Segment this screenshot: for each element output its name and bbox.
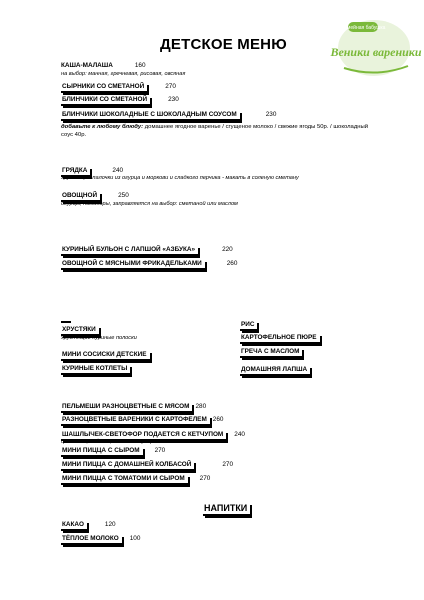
- drinks-header: НАПИТКИ: [203, 503, 250, 513]
- menu-item-kasha-desc: на выбор: манная, гречневая, рисовая, овсяная: [61, 71, 186, 77]
- menu-item-gryadka: ГРЯДКА 240: [61, 167, 123, 174]
- add-on-note: добавьте к любому блюду: домашнее ягодное варенье / сгущеное молоко / свежие ягоды 50р. / шоколадный: [61, 124, 369, 130]
- menu-item-blinchiki: БЛИНЧИКИ СО СМЕТАНОЙ 230: [61, 96, 179, 103]
- menu-item-ris: РИС: [240, 321, 257, 328]
- menu-item-bulon: КУРИНЫЙ БУЛЬОН С ЛАПШОЙ «АЗБУКА» 220: [61, 246, 233, 253]
- menu-item-syrniki: СЫРНИКИ СО СМЕТАНОЙ 270: [61, 83, 176, 90]
- menu-item-kakao: КАКАО 120: [61, 521, 116, 528]
- menu-item-sosiski: МИНИ СОСИСКИ ДЕТСКИЕ: [61, 351, 150, 358]
- menu-item-kotlety: КУРИНЫЕ КОТЛЕТЫ: [61, 365, 130, 372]
- menu-title: ДЕТСКОЕ МЕНЮ: [160, 36, 287, 53]
- menu-item-ovoshchnoy-desc: огурцы, помидоры, заправляется на выбор: сметаной или маслом: [61, 201, 238, 207]
- menu-item-pizza-tomato: МИНИ ПИЦЦА С ТОМАТОМИ И СЫРОМ 270: [61, 475, 210, 482]
- menu-item-blinchiki-choco: БЛИНЧИКИ ШОКОЛАДНЫЕ С ШОКОЛАДНЫМ СОУСОМ 230: [61, 111, 276, 118]
- menu-item-khrustyaki-desc: хрустящие куриные полоски: [61, 335, 137, 341]
- menu-item-khrustyaki: ХРУСТЯКИ: [61, 326, 99, 333]
- menu-item-grecha: ГРЕЧА С МАСЛОМ: [240, 348, 302, 355]
- menu-item-moloko: ТЁПЛОЕ МОЛОКО 100: [61, 535, 140, 542]
- logo-main-text: Веники вареники: [330, 45, 422, 59]
- add-on-note-cont: соус 40р.: [61, 132, 87, 138]
- menu-item-shashlychek-desc: цыплёнок, кабачок, сладкий перец: [61, 439, 152, 445]
- menu-item-lapsha: ДОМАШНЯЯ ЛАПША: [240, 366, 310, 373]
- menu-item-pelmeshi: ПЕЛЬМЕШИ РАЗНОЦВЕТНЫЕ С МЯСОМ 280: [61, 403, 206, 410]
- menu-item-kasha: КАША-МАЛАША 160: [61, 62, 146, 69]
- menu-item-gryadka-desc: хрустящие палочки из огурца и моркови и сладкого перчика - макать в соленую сметану: [61, 175, 299, 181]
- menu-item-pizza-sausage: МИНИ ПИЦЦА С ДОМАШНЕЙ КОЛБАСОЙ 270: [61, 461, 233, 468]
- menu-item-soup-frikadelki: ОВОЩНОЙ С МЯСНЫМИ ФРИКАДЕЛЬКАМИ 260: [61, 260, 237, 267]
- menu-item-pyure: КАРТОФЕЛЬНОЕ ПЮРЕ: [240, 334, 320, 341]
- logo-top-text: Симейная бабушка: [340, 25, 386, 31]
- menu-item-shashlychek: ШАШЛЫЧЕК-СВЕТОФОР ПОДАЕТСЯ С КЕТЧУПОМ 240: [61, 431, 245, 438]
- menu-item-vareniki: РАЗНОЦВЕТНЫЕ ВАРЕНИКИ С КАРТОФЕЛЕМ 260: [61, 416, 223, 423]
- menu-item-ovoshchnoy: ОВОЩНОЙ 250: [61, 192, 129, 199]
- menu-item-pizza-cheese: МИНИ ПИЦЦА С СЫРОМ 270: [61, 447, 165, 454]
- brand-logo: [330, 16, 422, 82]
- blank-underline: [61, 313, 71, 323]
